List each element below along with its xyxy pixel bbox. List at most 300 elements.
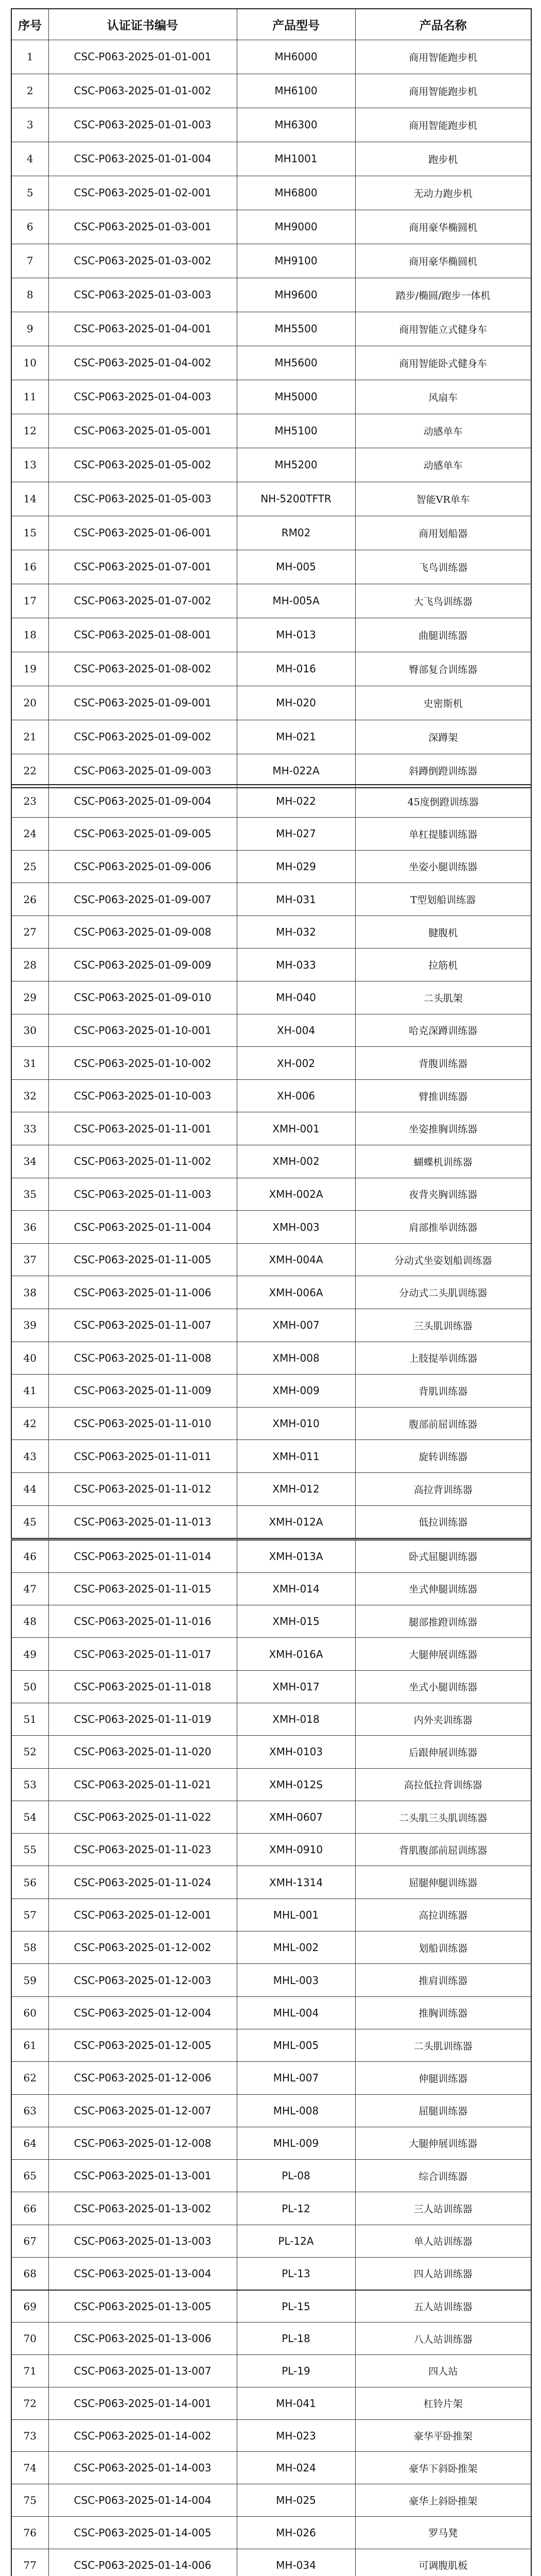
row-index: 54: [11, 1801, 48, 1833]
table-row: [11, 1505, 531, 1538]
certificate-number: CSC-P063-2025-01-09-007: [48, 883, 237, 916]
product-name: 屈腿训练器: [355, 2094, 531, 2127]
certificate-number: CSC-P063-2025-01-11-006: [48, 1276, 237, 1309]
row-index: 27: [11, 916, 48, 948]
certificate-number: CSC-P063-2025-01-11-007: [48, 1309, 237, 1342]
certificate-number: CSC-P063-2025-01-09-008: [48, 916, 237, 948]
product-model: XMH-014: [237, 1572, 355, 1605]
table-row: [11, 40, 531, 74]
certificate-number: CSC-P063-2025-01-09-001: [48, 686, 237, 720]
product-name: 大腿伸展训练器: [355, 1638, 531, 1670]
product-model: XMH-006A: [237, 1276, 355, 1309]
product-name: 腱腹机: [355, 916, 531, 948]
row-index: 5: [11, 176, 48, 210]
table-row: [11, 1211, 531, 1244]
product-name: 分动式坐姿划船训练器: [355, 1243, 531, 1276]
table-row: [11, 142, 531, 176]
product-model: XMH-002A: [237, 1178, 355, 1211]
table-row: [11, 1768, 531, 1801]
product-name: 臀部复合训练器: [355, 652, 531, 686]
table-row: [11, 1440, 531, 1473]
product-name: 坐式伸腿训练器: [355, 1572, 531, 1605]
product-name: 商用豪华椭圆机: [355, 210, 531, 244]
table-row: [11, 482, 531, 516]
table-row: [11, 2062, 531, 2094]
certificate-number: CSC-P063-2025-01-14-001: [48, 2387, 237, 2419]
certificate-number: CSC-P063-2025-01-13-007: [48, 2355, 237, 2387]
product-name: 背肌训练器: [355, 1375, 531, 1408]
row-index: 76: [11, 2517, 48, 2549]
certificate-number: CSC-P063-2025-01-14-006: [48, 2549, 237, 2576]
product-model: MH-034: [237, 2549, 355, 2576]
product-model: NH-5200TFTR: [237, 482, 355, 516]
row-index: 61: [11, 2029, 48, 2061]
product-model: XMH-004A: [237, 1243, 355, 1276]
product-name: 杠铃片架: [355, 2387, 531, 2419]
header-product-model: 产品型号: [237, 9, 355, 40]
table-row: [11, 2290, 531, 2323]
certificate-number: CSC-P063-2025-01-11-020: [48, 1736, 237, 1768]
table-row: [11, 278, 531, 312]
row-index: 1: [11, 40, 48, 74]
product-name: 跑步机: [355, 142, 531, 176]
certificate-number: CSC-P063-2025-01-14-004: [48, 2484, 237, 2517]
header-product-name: 产品名称: [355, 9, 531, 40]
row-index: 77: [11, 2549, 48, 2576]
product-name: 豪华下斜卧推架: [355, 2452, 531, 2484]
row-index: 24: [11, 818, 48, 851]
certificate-number: CSC-P063-2025-01-05-002: [48, 448, 237, 482]
product-name: 单人站训练器: [355, 2225, 531, 2257]
row-index: 2: [11, 74, 48, 108]
certificate-number: CSC-P063-2025-01-11-024: [48, 1866, 237, 1899]
certificate-number: CSC-P063-2025-01-10-002: [48, 1047, 237, 1080]
certificate-number: CSC-P063-2025-01-12-003: [48, 1964, 237, 1996]
certificate-number: CSC-P063-2025-01-08-001: [48, 618, 237, 652]
product-name: 飞鸟训练器: [355, 550, 531, 584]
product-name: 豪华平卧推架: [355, 2419, 531, 2452]
certificate-number: CSC-P063-2025-01-01-003: [48, 108, 237, 142]
product-name: 商用豪华椭圆机: [355, 244, 531, 278]
row-index: 38: [11, 1276, 48, 1309]
certificate-number: CSC-P063-2025-01-04-002: [48, 346, 237, 380]
certificate-number: CSC-P063-2025-01-12-002: [48, 1931, 237, 1964]
row-index: 11: [11, 380, 48, 414]
row-index: 14: [11, 482, 48, 516]
table-row: [11, 312, 531, 346]
product-model: MH-032: [237, 916, 355, 948]
product-model: MH-033: [237, 948, 355, 981]
product-name: 背肌腹部前屈训练器: [355, 1834, 531, 1866]
certificate-number: CSC-P063-2025-01-12-004: [48, 1996, 237, 2029]
table-row: [11, 2323, 531, 2355]
product-model: MH5600: [237, 346, 355, 380]
product-model: PL-15: [237, 2290, 355, 2323]
table-row: [11, 618, 531, 652]
product-name: 史密斯机: [355, 686, 531, 720]
table-row: [11, 210, 531, 244]
product-name: 坐姿推胸训练器: [355, 1112, 531, 1145]
table-row: [11, 1079, 531, 1112]
row-index: 22: [11, 754, 48, 788]
product-name: 大腿伸展训练器: [355, 2127, 531, 2159]
certificate-number: CSC-P063-2025-01-11-001: [48, 1112, 237, 1145]
product-model: XMH-012A: [237, 1505, 355, 1538]
table-row: [11, 850, 531, 883]
table-row: [11, 754, 531, 788]
table-row: [11, 948, 531, 981]
row-index: 17: [11, 584, 48, 618]
row-index: 37: [11, 1243, 48, 1276]
table-row: [11, 883, 531, 916]
row-index: 39: [11, 1309, 48, 1342]
product-model: MH-027: [237, 818, 355, 851]
product-name: 旋转训练器: [355, 1440, 531, 1473]
product-model: MH9100: [237, 244, 355, 278]
certificate-number: CSC-P063-2025-01-03-002: [48, 244, 237, 278]
certificate-number: CSC-P063-2025-01-08-002: [48, 652, 237, 686]
row-index: 16: [11, 550, 48, 584]
table-row: [11, 916, 531, 948]
certificate-number: CSC-P063-2025-01-11-010: [48, 1407, 237, 1440]
product-name: 豪华上斜卧推架: [355, 2484, 531, 2517]
certificate-number: CSC-P063-2025-01-11-005: [48, 1243, 237, 1276]
product-name: 二头肌架: [355, 981, 531, 1014]
product-model: MH5200: [237, 448, 355, 482]
row-index: 12: [11, 414, 48, 448]
product-model: MH6000: [237, 40, 355, 74]
table-row: [11, 1243, 531, 1276]
product-model: MH6100: [237, 74, 355, 108]
row-index: 32: [11, 1079, 48, 1112]
product-name: 肩部推举训练器: [355, 1211, 531, 1244]
table-row: [11, 2094, 531, 2127]
table-row: [11, 516, 531, 550]
product-name: 卧式屈腿训练器: [355, 1540, 531, 1572]
certificate-number: CSC-P063-2025-01-02-001: [48, 176, 237, 210]
product-name: 屈腿伸腿训练器: [355, 1866, 531, 1899]
row-index: 64: [11, 2127, 48, 2159]
table-row: [11, 2484, 531, 2517]
certificate-number: CSC-P063-2025-01-07-001: [48, 550, 237, 584]
product-model: MH-041: [237, 2387, 355, 2419]
product-model: XMH-016A: [237, 1638, 355, 1670]
product-name: 罗马凳: [355, 2517, 531, 2549]
certificate-number: CSC-P063-2025-01-11-021: [48, 1768, 237, 1801]
row-index: 30: [11, 1014, 48, 1047]
table-row: [11, 720, 531, 754]
header-index: 序号: [11, 9, 48, 40]
product-name: 单杠提膝训练器: [355, 818, 531, 851]
table-row: [11, 1375, 531, 1408]
certificate-number: CSC-P063-2025-01-10-003: [48, 1079, 237, 1112]
product-model: PL-12: [237, 2192, 355, 2225]
certificate-number: CSC-P063-2025-01-11-009: [48, 1375, 237, 1408]
product-name: 综合训练器: [355, 2160, 531, 2192]
product-name: 商用智能跑步机: [355, 40, 531, 74]
product-model: MHL-008: [237, 2094, 355, 2127]
certificate-number: CSC-P063-2025-01-13-004: [48, 2258, 237, 2290]
row-index: 48: [11, 1605, 48, 1638]
product-model: MHL-009: [237, 2127, 355, 2159]
product-model: XMH-0103: [237, 1736, 355, 1768]
row-index: 57: [11, 1899, 48, 1931]
product-model: XH-002: [237, 1047, 355, 1080]
product-model: MH9600: [237, 278, 355, 312]
product-model: MH5000: [237, 380, 355, 414]
table-row: [11, 2127, 531, 2159]
row-index: 49: [11, 1638, 48, 1670]
product-model: XMH-010: [237, 1407, 355, 1440]
table-row: [11, 1014, 531, 1047]
table-row: [11, 1342, 531, 1375]
certificate-number: CSC-P063-2025-01-14-003: [48, 2452, 237, 2484]
row-index: 35: [11, 1178, 48, 1211]
product-model: XMH-009: [237, 1375, 355, 1408]
table-row: [11, 1996, 531, 2029]
table-row: [11, 1605, 531, 1638]
row-index: 52: [11, 1736, 48, 1768]
certificate-number: CSC-P063-2025-01-09-004: [48, 785, 237, 818]
row-index: 3: [11, 108, 48, 142]
table-row: [11, 2192, 531, 2225]
product-model: XMH-0910: [237, 1834, 355, 1866]
row-index: 15: [11, 516, 48, 550]
table-row: [11, 2029, 531, 2061]
product-name: 高拉低拉背训练器: [355, 1768, 531, 1801]
product-model: MH-022A: [237, 754, 355, 788]
table-row: [11, 1638, 531, 1670]
certificate-number: CSC-P063-2025-01-03-001: [48, 210, 237, 244]
product-name: 低拉训练器: [355, 1505, 531, 1538]
product-name: 高拉训练器: [355, 1899, 531, 1931]
table-row: [11, 108, 531, 142]
product-name: 伸腿训练器: [355, 2062, 531, 2094]
product-model: MH-016: [237, 652, 355, 686]
product-model: MHL-003: [237, 1964, 355, 1996]
certificate-table-part-2: [11, 784, 532, 1539]
certificate-number: CSC-P063-2025-01-13-006: [48, 2323, 237, 2355]
table-row: [11, 1472, 531, 1505]
certificate-number: CSC-P063-2025-01-11-004: [48, 1211, 237, 1244]
row-index: 51: [11, 1703, 48, 1735]
product-name: 五人站训练器: [355, 2290, 531, 2323]
table-row: [11, 2355, 531, 2387]
table-row: [11, 414, 531, 448]
certificate-number: CSC-P063-2025-01-11-003: [48, 1178, 237, 1211]
product-name: 臂推训练器: [355, 1079, 531, 1112]
table-row: [11, 1572, 531, 1605]
product-name: 商用划船器: [355, 516, 531, 550]
product-model: XMH-1314: [237, 1866, 355, 1899]
certificate-table-part-3: [11, 1539, 532, 2291]
row-index: 63: [11, 2094, 48, 2127]
certificate-number: CSC-P063-2025-01-11-015: [48, 1572, 237, 1605]
product-model: XMH-007: [237, 1309, 355, 1342]
certificate-number: CSC-P063-2025-01-04-001: [48, 312, 237, 346]
product-model: RM02: [237, 516, 355, 550]
row-index: 41: [11, 1375, 48, 1408]
product-model: XMH-003: [237, 1211, 355, 1244]
product-name: 动感单车: [355, 414, 531, 448]
table-row: [11, 2549, 531, 2576]
row-index: 62: [11, 2062, 48, 2094]
row-index: 53: [11, 1768, 48, 1801]
product-model: XH-004: [237, 1014, 355, 1047]
product-model: MH6300: [237, 108, 355, 142]
row-index: 70: [11, 2323, 48, 2355]
certificate-number: CSC-P063-2025-01-05-001: [48, 414, 237, 448]
row-index: 6: [11, 210, 48, 244]
certificate-number: CSC-P063-2025-01-13-003: [48, 2225, 237, 2257]
product-model: MH-005A: [237, 584, 355, 618]
product-model: MH-023: [237, 2419, 355, 2452]
certificate-number: CSC-P063-2025-01-11-016: [48, 1605, 237, 1638]
row-index: 36: [11, 1211, 48, 1244]
row-index: 8: [11, 278, 48, 312]
certificate-table-part-4: [11, 2290, 532, 2576]
row-index: 4: [11, 142, 48, 176]
table-row: [11, 785, 531, 818]
certificate-number: CSC-P063-2025-01-09-005: [48, 818, 237, 851]
product-name: 推胸训练器: [355, 1996, 531, 2029]
product-model: PL-08: [237, 2160, 355, 2192]
row-index: 19: [11, 652, 48, 686]
row-index: 67: [11, 2225, 48, 2257]
product-model: MH-005: [237, 550, 355, 584]
product-name: 智能VR单车: [355, 482, 531, 516]
certificate-number: CSC-P063-2025-01-11-014: [48, 1540, 237, 1572]
table-row: [11, 1047, 531, 1080]
certificate-number: CSC-P063-2025-01-10-001: [48, 1014, 237, 1047]
table-row: [11, 1931, 531, 1964]
product-name: 内外夹训练器: [355, 1703, 531, 1735]
row-index: 13: [11, 448, 48, 482]
product-model: PL-13: [237, 2258, 355, 2290]
certificate-number: CSC-P063-2025-01-07-002: [48, 584, 237, 618]
table-row: [11, 1834, 531, 1866]
certificate-number: CSC-P063-2025-01-11-013: [48, 1505, 237, 1538]
table-row: [11, 981, 531, 1014]
product-name: 八人站训练器: [355, 2323, 531, 2355]
certificate-number: CSC-P063-2025-01-11-012: [48, 1472, 237, 1505]
table-row: [11, 584, 531, 618]
row-index: 18: [11, 618, 48, 652]
product-model: MH9000: [237, 210, 355, 244]
certificate-number: CSC-P063-2025-01-11-022: [48, 1801, 237, 1833]
table-row: [11, 1899, 531, 1931]
row-index: 44: [11, 1472, 48, 1505]
certificate-number: CSC-P063-2025-01-11-017: [48, 1638, 237, 1670]
product-name: 可调腹肌板: [355, 2549, 531, 2576]
table-row: [11, 1964, 531, 1996]
certificate-number: CSC-P063-2025-01-01-004: [48, 142, 237, 176]
certificate-table-part-1: [11, 8, 532, 788]
certificate-number: CSC-P063-2025-01-01-002: [48, 74, 237, 108]
table-row: [11, 1178, 531, 1211]
table-row: [11, 1540, 531, 1572]
row-index: 46: [11, 1540, 48, 1572]
row-index: 20: [11, 686, 48, 720]
product-name: 曲腿训练器: [355, 618, 531, 652]
table-row: [11, 550, 531, 584]
row-index: 29: [11, 981, 48, 1014]
row-index: 28: [11, 948, 48, 981]
table-row: [11, 346, 531, 380]
table-row: [11, 2452, 531, 2484]
product-model: MH5100: [237, 414, 355, 448]
product-name: 哈克深蹲训练器: [355, 1014, 531, 1047]
product-name: 拉筋机: [355, 948, 531, 981]
table-row: [11, 448, 531, 482]
table-row: [11, 1703, 531, 1735]
certificate-number: CSC-P063-2025-01-12-008: [48, 2127, 237, 2159]
product-name: 三头肌训练器: [355, 1309, 531, 1342]
row-index: 68: [11, 2258, 48, 2290]
certificate-number: CSC-P063-2025-01-11-011: [48, 1440, 237, 1473]
product-model: PL-12A: [237, 2225, 355, 2257]
product-model: XMH-002: [237, 1145, 355, 1178]
product-name: 推肩训练器: [355, 1964, 531, 1996]
product-name: 后跟伸展训练器: [355, 1736, 531, 1768]
row-index: 69: [11, 2290, 48, 2323]
product-name: T型划船训练器: [355, 883, 531, 916]
certificate-number: CSC-P063-2025-01-11-019: [48, 1703, 237, 1735]
product-name: 踏步/椭圆/跑步一体机: [355, 278, 531, 312]
product-name: 坐式小腿训练器: [355, 1670, 531, 1703]
product-model: XMH-015: [237, 1605, 355, 1638]
product-name: 45度倒蹬训练器: [355, 785, 531, 818]
row-index: 74: [11, 2452, 48, 2484]
table-row: [11, 2258, 531, 2290]
certificate-number: CSC-P063-2025-01-11-008: [48, 1342, 237, 1375]
certificate-number: CSC-P063-2025-01-09-006: [48, 850, 237, 883]
row-index: 65: [11, 2160, 48, 2192]
row-index: 26: [11, 883, 48, 916]
product-model: MH-021: [237, 720, 355, 754]
product-model: MH1001: [237, 142, 355, 176]
table-row: [11, 2387, 531, 2419]
product-model: XMH-008: [237, 1342, 355, 1375]
table-row: [11, 74, 531, 108]
table-row: [11, 1866, 531, 1899]
row-index: 45: [11, 1505, 48, 1538]
product-model: MH-031: [237, 883, 355, 916]
product-name: 商用智能跑步机: [355, 108, 531, 142]
certificate-number: CSC-P063-2025-01-12-001: [48, 1899, 237, 1931]
certificate-number: CSC-P063-2025-01-09-002: [48, 720, 237, 754]
product-model: XH-006: [237, 1079, 355, 1112]
certificate-number: CSC-P063-2025-01-04-003: [48, 380, 237, 414]
product-name: 四人站训练器: [355, 2258, 531, 2290]
product-model: MH-025: [237, 2484, 355, 2517]
product-name: 坐姿小腿训练器: [355, 850, 531, 883]
product-model: XMH-012: [237, 1472, 355, 1505]
row-index: 56: [11, 1866, 48, 1899]
certificate-number: CSC-P063-2025-01-06-001: [48, 516, 237, 550]
table-row: [11, 244, 531, 278]
product-model: MHL-001: [237, 1899, 355, 1931]
product-model: MH-020: [237, 686, 355, 720]
row-index: 23: [11, 785, 48, 818]
table-row: [11, 818, 531, 851]
row-index: 7: [11, 244, 48, 278]
certificate-number: CSC-P063-2025-01-09-010: [48, 981, 237, 1014]
product-model: XMH-018: [237, 1703, 355, 1735]
row-index: 25: [11, 850, 48, 883]
certificate-number: CSC-P063-2025-01-01-001: [48, 40, 237, 74]
product-model: MHL-005: [237, 2029, 355, 2061]
